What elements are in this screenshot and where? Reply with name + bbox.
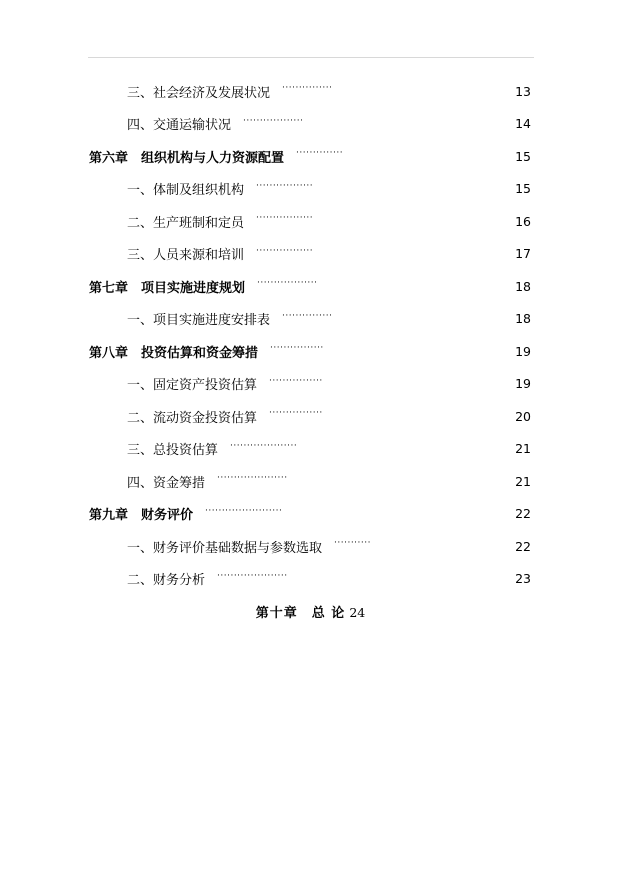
toc-entry-title: 一、体制及组织机构: [127, 183, 245, 199]
toc-chapter-entry[interactable]: [0, 498, 621, 531]
toc-entry-title: 第八章 投资估算和资金筹措: [89, 345, 259, 361]
toc-chapter-entry[interactable]: [0, 140, 621, 173]
toc-entry-title: 第七章 项目实施进度规划: [89, 280, 246, 296]
toc-page-number: 15: [515, 148, 531, 164]
toc-section-entry[interactable]: [0, 433, 621, 466]
toc-section-entry[interactable]: [0, 530, 621, 563]
toc-entry-title: 三、总投资估算: [127, 443, 219, 459]
table-of-contents: [0, 75, 621, 595]
toc-entry-title: 二、生产班制和定员: [127, 215, 245, 231]
toc-dot-leader: ···········: [334, 538, 371, 549]
toc-page-number: 14: [515, 116, 531, 132]
toc-dot-leader: ··················: [243, 115, 304, 126]
toc-section-entry[interactable]: [0, 75, 621, 108]
toc-page-number: 13: [515, 83, 531, 99]
toc-section-entry[interactable]: [0, 368, 621, 401]
toc-page-number: 22: [515, 538, 531, 554]
toc-entry-title: 二、财务分析: [127, 573, 206, 589]
toc-dot-leader: ·····················: [217, 570, 288, 581]
toc-section-entry[interactable]: [0, 465, 621, 498]
toc-dot-leader: ····················: [230, 440, 298, 451]
toc-page-number: 19: [515, 343, 531, 359]
toc-dot-leader: ··············: [296, 148, 344, 159]
toc-section-entry[interactable]: [0, 303, 621, 336]
toc-dot-leader: ··················: [257, 278, 318, 289]
toc-dot-leader: ·······················: [205, 505, 283, 516]
header-rule: [88, 57, 534, 58]
toc-page-number: 16: [515, 213, 531, 229]
toc-page-number: 23: [515, 571, 531, 587]
toc-dot-leader: ················: [270, 343, 324, 354]
toc-page-number: 21: [515, 473, 531, 489]
toc-dot-leader: ·················: [256, 180, 314, 191]
toc-dot-leader: ·····················: [217, 473, 288, 484]
toc-section-entry[interactable]: [0, 205, 621, 238]
toc-page-number: 17: [515, 246, 531, 262]
toc-entry-title: 一、财务评价基础数据与参数选取: [127, 540, 323, 556]
toc-section-entry[interactable]: [0, 238, 621, 271]
toc-page-number: 18: [515, 311, 531, 327]
toc-entry-title: 三、人员来源和培训: [127, 248, 245, 264]
toc-page-number: 20: [515, 408, 531, 424]
toc-entry-title: 二、流动资金投资估算: [127, 410, 258, 426]
toc-dot-leader: ················: [269, 375, 323, 386]
toc-chapter-entry[interactable]: [0, 335, 621, 368]
toc-page-number: 22: [515, 506, 531, 522]
toc-page-number: 15: [515, 181, 531, 197]
toc-entry-title: 三、社会经济及发展状况: [127, 85, 271, 101]
toc-section-entry[interactable]: [0, 108, 621, 141]
toc-section-entry[interactable]: [0, 173, 621, 206]
toc-section-entry[interactable]: [0, 563, 621, 596]
toc-dot-leader: ·················: [256, 213, 314, 224]
toc-final-heading[interactable]: [0, 602, 621, 621]
toc-dot-leader: ················: [269, 408, 323, 419]
toc-dot-leader: ···············: [282, 83, 333, 94]
toc-entry-title: 四、资金筹措: [127, 475, 206, 491]
toc-page-number: 18: [515, 278, 531, 294]
toc-final-heading-page: 24: [349, 605, 366, 620]
toc-section-entry[interactable]: [0, 400, 621, 433]
toc-final-heading-title: 第十章 总 论: [255, 606, 346, 621]
toc-dot-leader: ·················: [256, 245, 314, 256]
toc-entry-title: 第六章 组织机构与人力资源配置: [89, 150, 285, 166]
toc-entry-title: 第九章 财务评价: [89, 508, 194, 524]
toc-page-number: 21: [515, 441, 531, 457]
toc-entry-title: 一、固定资产投资估算: [127, 378, 258, 394]
toc-chapter-entry[interactable]: [0, 270, 621, 303]
toc-dot-leader: ···············: [282, 310, 333, 321]
toc-entry-title: 四、交通运输状况: [127, 118, 232, 134]
toc-page-number: 19: [515, 376, 531, 392]
toc-entry-title: 一、项目实施进度安排表: [127, 313, 271, 329]
